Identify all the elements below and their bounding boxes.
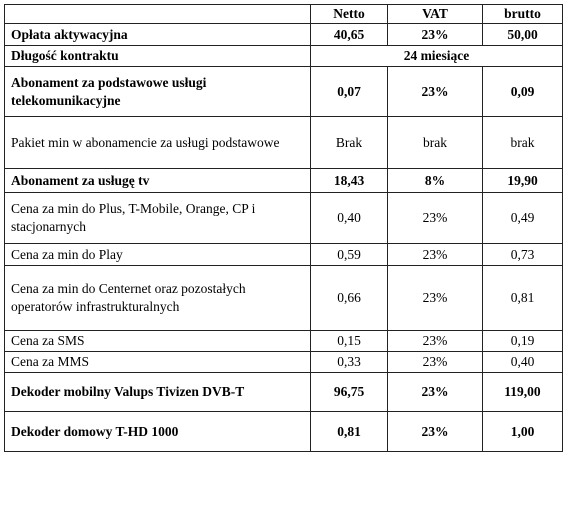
vat-cell: 23% bbox=[388, 412, 483, 452]
brutto-cell: 19,90 bbox=[483, 169, 563, 193]
header-netto: Netto bbox=[311, 5, 388, 24]
brutto-cell: 119,00 bbox=[483, 373, 563, 412]
vat-cell: 23% bbox=[388, 193, 483, 244]
price-table bbox=[4, 4, 563, 452]
brutto-cell: 0,49 bbox=[483, 193, 563, 244]
brutto-cell: 0,73 bbox=[483, 244, 563, 266]
netto-cell: Brak bbox=[311, 117, 388, 169]
table-row bbox=[5, 244, 563, 266]
header-row bbox=[5, 5, 563, 24]
header-brutto: brutto bbox=[483, 5, 563, 24]
netto-cell: 40,65 bbox=[311, 24, 388, 46]
row-label: Abonament za podstawowe usługi telekomunikacyjne bbox=[5, 67, 311, 117]
row-label: Cena za min do Play bbox=[5, 244, 311, 266]
vat-cell: brak bbox=[388, 117, 483, 169]
table-row bbox=[5, 24, 563, 46]
row-label: Opłata aktywacyjna bbox=[5, 24, 311, 46]
vat-cell: 23% bbox=[388, 266, 483, 331]
netto-cell: 0,40 bbox=[311, 193, 388, 244]
row-label: Cena za MMS bbox=[5, 352, 311, 373]
brutto-cell: 0,40 bbox=[483, 352, 563, 373]
table-row bbox=[5, 373, 563, 412]
table-row bbox=[5, 117, 563, 169]
netto-cell: 18,43 bbox=[311, 169, 388, 193]
vat-cell: 23% bbox=[388, 24, 483, 46]
row-label: Dekoder mobilny Valups Tivizen DVB-T bbox=[5, 373, 311, 412]
vat-cell: 23% bbox=[388, 331, 483, 352]
vat-cell: 8% bbox=[388, 169, 483, 193]
brutto-cell: 50,00 bbox=[483, 24, 563, 46]
table-body bbox=[5, 24, 563, 452]
brutto-cell: 0,09 bbox=[483, 67, 563, 117]
table-row bbox=[5, 193, 563, 244]
header-vat: VAT bbox=[388, 5, 483, 24]
table-row bbox=[5, 331, 563, 352]
brutto-cell: 0,19 bbox=[483, 331, 563, 352]
row-label: Długość kontraktu bbox=[5, 46, 311, 67]
row-label: Cena za min do Plus, T-Mobile, Orange, CP i stacjonarnych bbox=[5, 193, 311, 244]
row-label: Pakiet min w abonamencie za usługi podstawowe bbox=[5, 117, 311, 169]
row-label: Cena za min do Centernet oraz pozostałych operatorów infrastrukturalnych bbox=[5, 266, 311, 331]
netto-cell: 0,81 bbox=[311, 412, 388, 452]
vat-cell: 23% bbox=[388, 244, 483, 266]
brutto-cell: 0,81 bbox=[483, 266, 563, 331]
table-row bbox=[5, 46, 563, 67]
header-empty bbox=[5, 5, 311, 24]
netto-cell: 0,66 bbox=[311, 266, 388, 331]
netto-cell: 0,59 bbox=[311, 244, 388, 266]
table-row bbox=[5, 412, 563, 452]
brutto-cell: 1,00 bbox=[483, 412, 563, 452]
netto-cell: 0,33 bbox=[311, 352, 388, 373]
row-label: Abonament za usługę tv bbox=[5, 169, 311, 193]
contract-length-cell: 24 miesiące bbox=[311, 46, 563, 67]
row-label: Dekoder domowy T-HD 1000 bbox=[5, 412, 311, 452]
table-row bbox=[5, 169, 563, 193]
vat-cell: 23% bbox=[388, 373, 483, 412]
table-row bbox=[5, 352, 563, 373]
netto-cell: 0,07 bbox=[311, 67, 388, 117]
netto-cell: 96,75 bbox=[311, 373, 388, 412]
table-row bbox=[5, 266, 563, 331]
brutto-cell: brak bbox=[483, 117, 563, 169]
row-label: Cena za SMS bbox=[5, 331, 311, 352]
vat-cell: 23% bbox=[388, 67, 483, 117]
netto-cell: 0,15 bbox=[311, 331, 388, 352]
vat-cell: 23% bbox=[388, 352, 483, 373]
table-row bbox=[5, 67, 563, 117]
